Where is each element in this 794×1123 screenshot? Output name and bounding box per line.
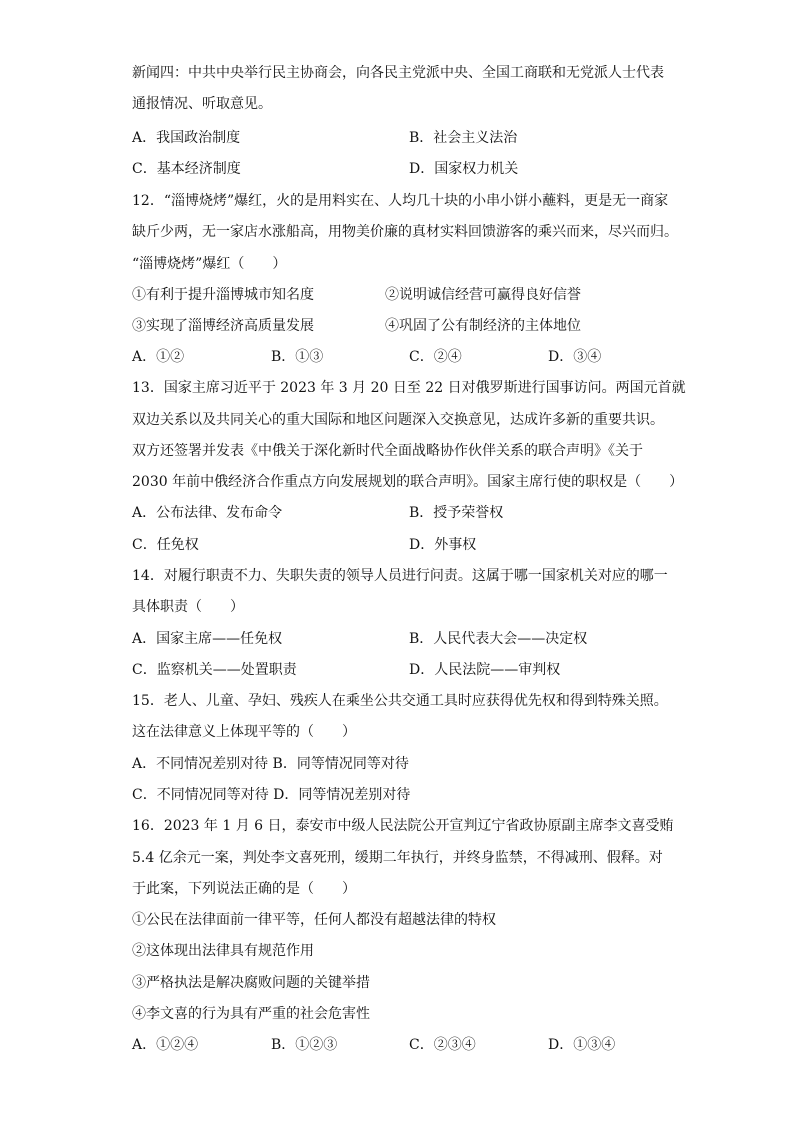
q16-statement-2: ②这体现出法律具有规范作用 xyxy=(132,943,314,959)
q16-option-b[interactable]: B．①②③ xyxy=(271,1037,338,1053)
q14-option-b[interactable]: B．人民代表大会——决定权 xyxy=(409,631,588,647)
q11-option-d[interactable]: D．国家权力机关 xyxy=(409,161,519,177)
q14-option-a[interactable]: A．国家主席——任免权 xyxy=(132,631,283,647)
q11-option-row-2 xyxy=(132,159,672,179)
q11-option-c[interactable]: C．基本经济制度 xyxy=(132,161,241,177)
q15-text-line-2: 这在法律意义上体现平等的（ ） xyxy=(132,724,356,740)
q14-option-c[interactable]: C．监察机关——处置职责 xyxy=(132,662,297,678)
q12-statement-row-1 xyxy=(132,285,672,305)
q13-option-row-2 xyxy=(132,535,672,555)
q13-option-b[interactable]: B．授予荣誉权 xyxy=(409,505,504,521)
q12-statement-row-2 xyxy=(132,316,672,336)
q16-text-line-1: 16．2023 年 1 月 6 日，泰安市中级人民法院公开宣判辽宁省政协原副主席李文喜受贿 xyxy=(132,818,674,834)
q14-option-d[interactable]: D．人民法院——审判权 xyxy=(409,662,561,678)
q12-text-line-1: 12．“淄博烧烤”爆红，火的是用料实在、人均几十块的小串小饼小蘸料，更是无一商家 xyxy=(132,193,669,209)
q12-option-row xyxy=(132,347,672,367)
q13-option-d[interactable]: D．外事权 xyxy=(409,537,477,553)
q14-text-line-1: 14．对履行职责不力、失职失责的领导人员进行问责。这属于哪一国家机关对应的哪一 xyxy=(132,568,668,584)
q11-text-line-2: 通报情况、听取意见。 xyxy=(132,96,272,112)
q14-option-row-1 xyxy=(132,629,672,649)
q11-option-a[interactable]: A．我国政治制度 xyxy=(132,130,241,146)
q14-text-line-2: 具体职责（ ） xyxy=(132,599,244,615)
q14-option-row-2 xyxy=(132,660,672,680)
q12-option-c[interactable]: C．②④ xyxy=(409,349,462,365)
q13-text-line-2: 双边关系以及共同关心的重大国际和地区问题深入交换意见，达成许多新的重要共识。 xyxy=(132,412,664,428)
q16-option-a[interactable]: A．①②④ xyxy=(132,1037,199,1053)
q16-option-c[interactable]: C．②③④ xyxy=(409,1037,476,1053)
q12-option-b[interactable]: B．①③ xyxy=(271,349,324,365)
q13-option-row-1 xyxy=(132,503,672,523)
q12-statement-1: ①有利于提升淄博城市知名度 xyxy=(132,287,314,303)
q13-text-line-1: 13．国家主席习近平于 2023 年 3 月 20 日至 22 日对俄罗斯进行国事访问。两国元首就 xyxy=(132,380,686,396)
q11-option-b[interactable]: B．社会主义法治 xyxy=(409,130,518,146)
q12-option-a[interactable]: A．①② xyxy=(132,349,185,365)
q16-option-row xyxy=(132,1035,672,1055)
q12-statement-2: ②说明诚信经营可赢得良好信誉 xyxy=(385,287,581,303)
q16-statement-4: ④李文喜的行为具有严重的社会危害性 xyxy=(132,1006,370,1022)
q11-option-row-1 xyxy=(132,128,672,148)
q13-option-c[interactable]: C．任免权 xyxy=(132,537,199,553)
q16-statement-1: ①公民在法律面前一律平等，任何人都没有超越法律的特权 xyxy=(132,912,496,928)
q15-option-line-1[interactable]: A．不同情况差别对待 B．同等情况同等对待 xyxy=(132,756,409,772)
q16-option-d[interactable]: D．①③④ xyxy=(548,1037,616,1053)
q12-statement-3: ③实现了淄博经济高质量发展 xyxy=(132,318,314,334)
q12-statement-4: ④巩固了公有制经济的主体地位 xyxy=(385,318,581,334)
q15-option-line-2[interactable]: C．不同情况同等对待 D．同等情况差别对待 xyxy=(132,787,411,803)
q13-option-a[interactable]: A．公布法律、发布命令 xyxy=(132,505,283,521)
q12-option-d[interactable]: D．③④ xyxy=(548,349,602,365)
q12-text-line-2: 缺斤少两，无一家店水涨船高，用物美价廉的真材实料回馈游客的乘兴而来，尽兴而归。 xyxy=(132,224,678,240)
q16-text-line-2: 5.4 亿余元一案，判处李文喜死刑，缓期二年执行，并终身监禁，不得减刑、假释。对 xyxy=(132,850,663,866)
q12-text-line-3: “淄博烧烤”爆红（ ） xyxy=(132,256,287,272)
q13-text-line-3: 双方还签署并发表《中俄关于深化新时代全面战略协作伙伴关系的联合声明》《关于 xyxy=(132,443,643,459)
q13-text-line-4: 2030 年前中俄经济合作重点方向发展规划的联合声明》。国家主席行使的职权是（ ） xyxy=(132,474,684,490)
q11-text-line-1: 新闻四：中共中央举行民主协商会，向各民主党派中央、全国工商联和无党派人士代表 xyxy=(132,65,664,81)
q15-text-line-1: 15．老人、儿童、孕妇、残疾人在乘坐公共交通工具时应获得优先权和得到特殊关照。 xyxy=(132,693,668,709)
q16-statement-3: ③严格执法是解决腐败问题的关键举措 xyxy=(132,975,370,991)
q16-text-line-3: 于此案，下列说法正确的是（ ） xyxy=(132,881,356,897)
